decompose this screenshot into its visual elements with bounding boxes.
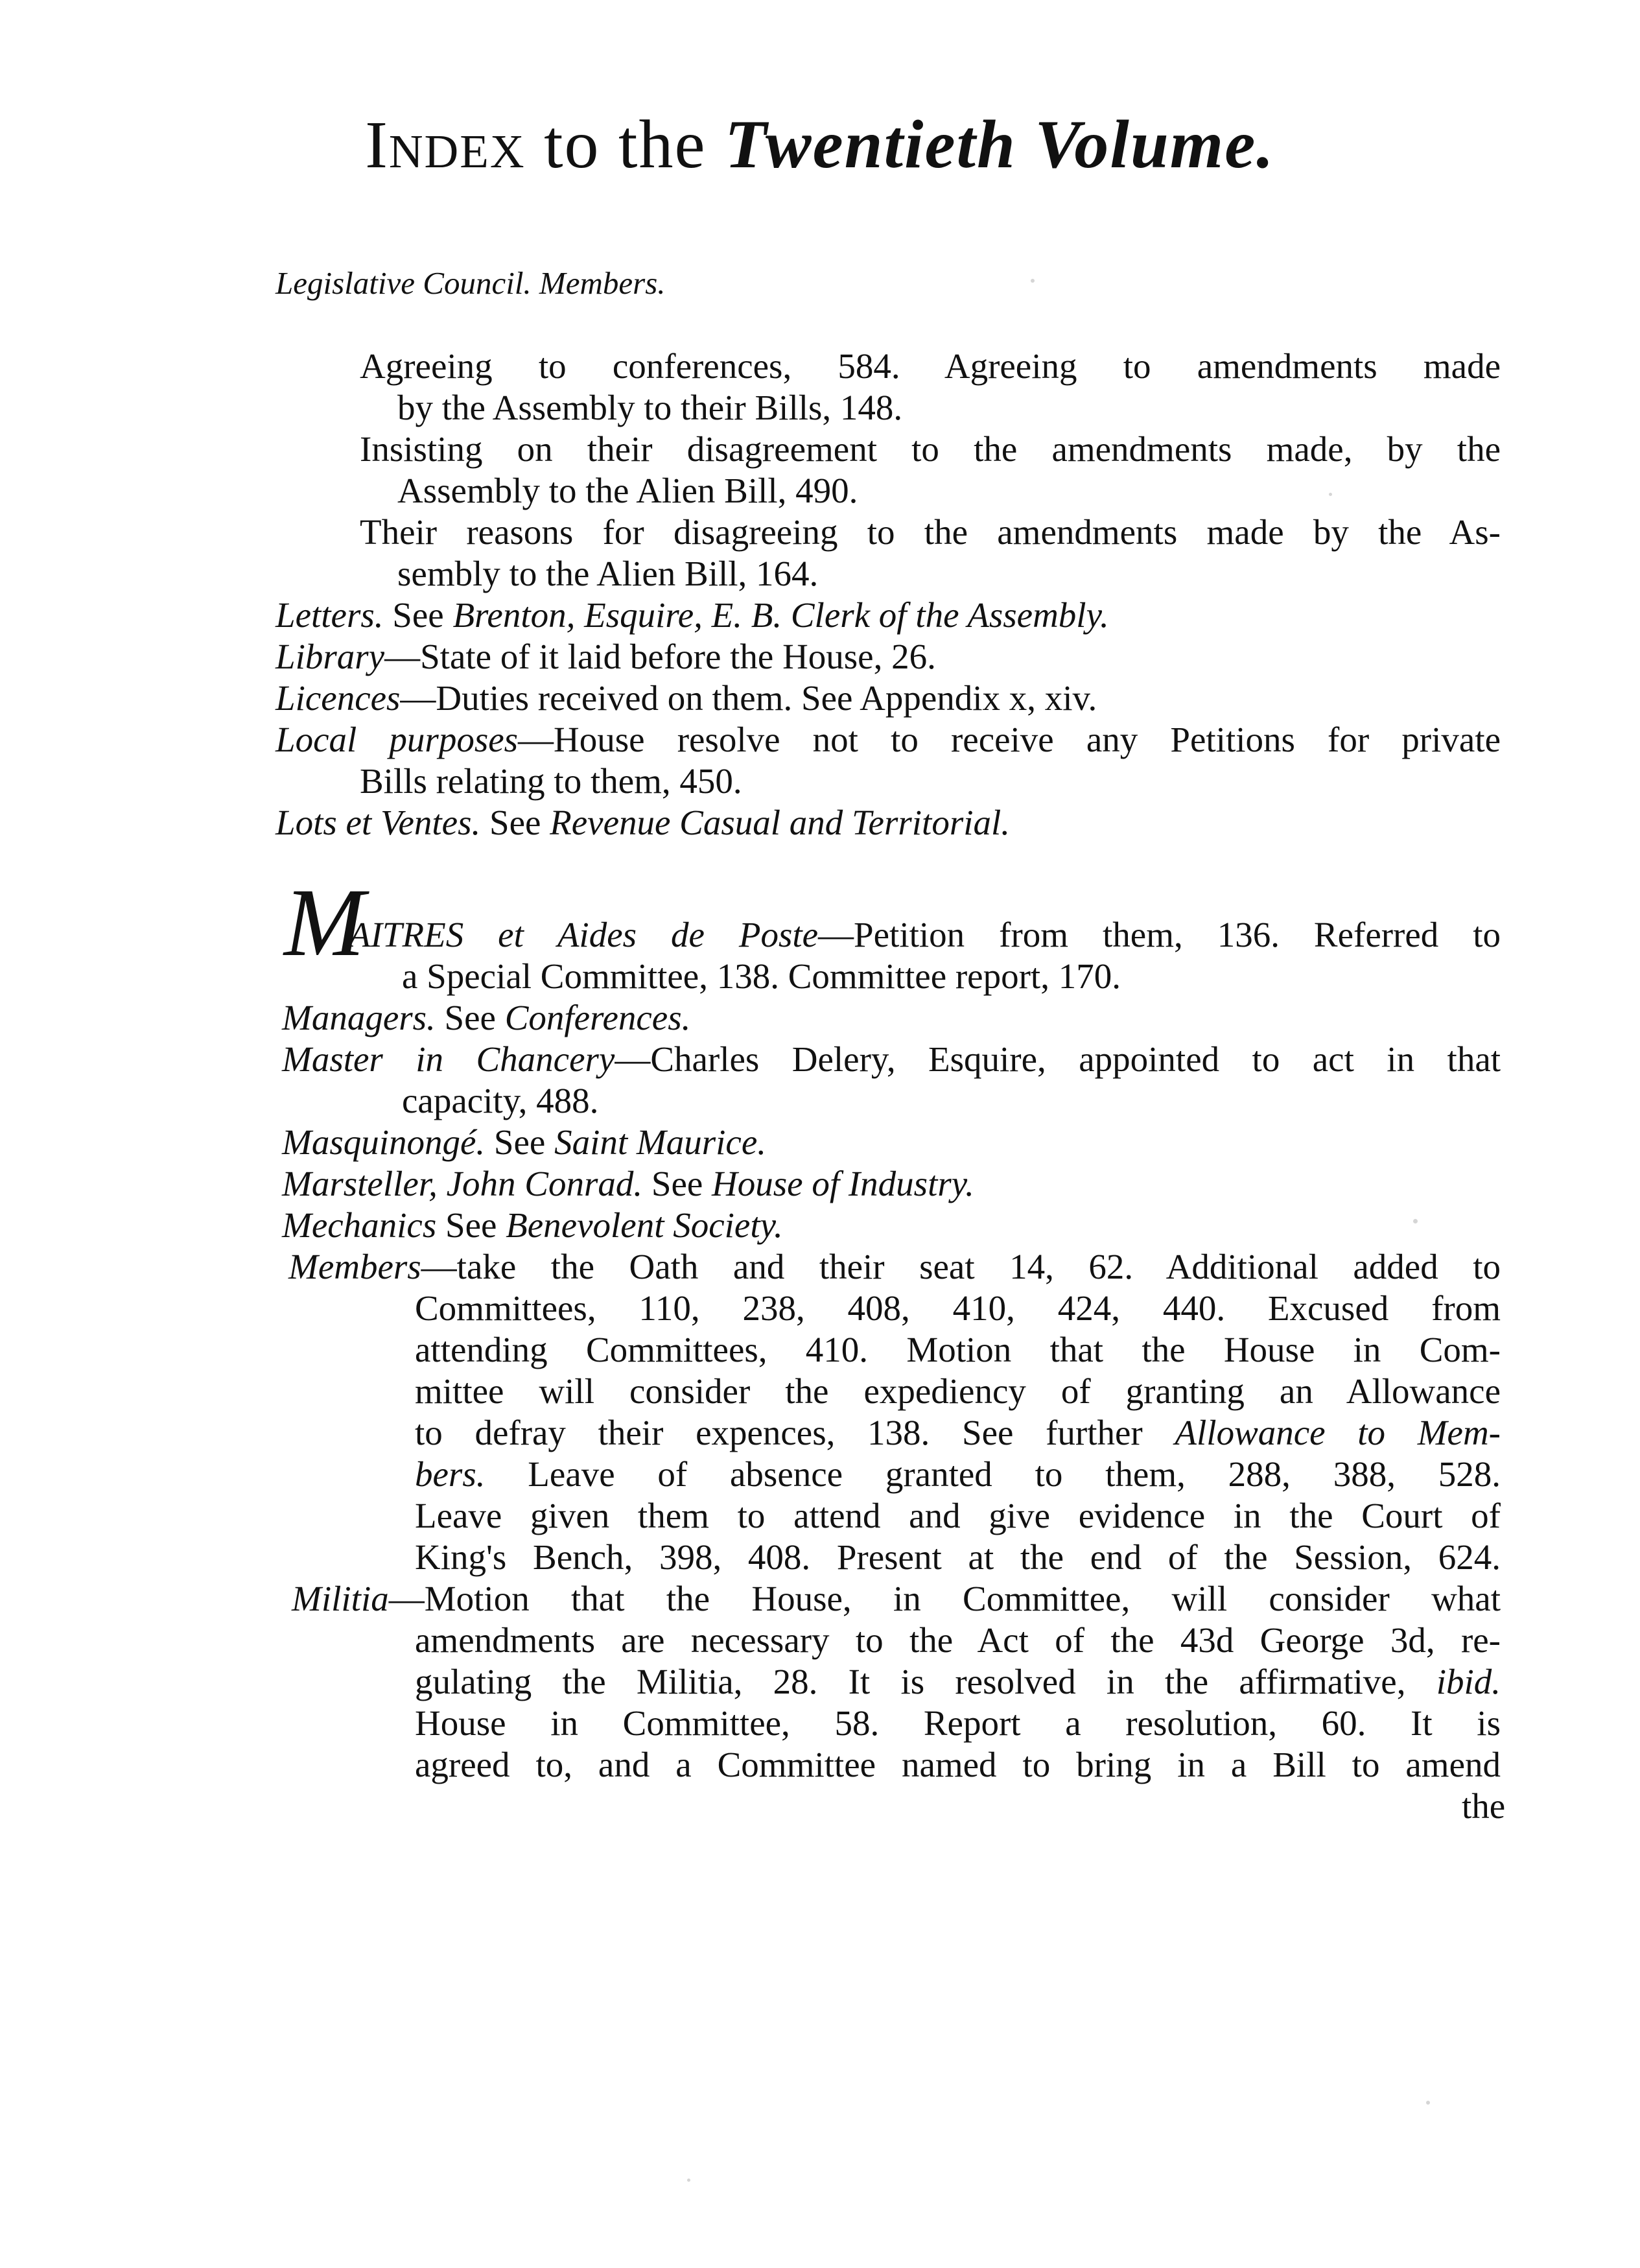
entry-letters: Letters. See Brenton, Esquire, E. B. Clerk of the Assembly. (275, 595, 1109, 635)
scan-speck (1413, 1219, 1418, 1223)
entry-managers: Managers. See Conferences. (282, 998, 691, 1037)
militia-line-5: agreed to, and a Committee named to bring in a Bill to amend (415, 1745, 1501, 1784)
entry-marsteller: Marsteller, John Conrad. See House of Industry. (282, 1164, 974, 1203)
scan-speck (1426, 2101, 1430, 2105)
scan-speck (1329, 493, 1332, 496)
entry-militia: Militia—Motion that the House, in Committee, will consider what (292, 1579, 1501, 1618)
council-line-4: Assembly to the Alien Bill, 490. (397, 471, 858, 510)
entry-local-purposes: Local purposes—House resolve not to receive any Petitions for private (275, 720, 1501, 759)
entry-lots-et-ventes: Lots et Ventes. See Revenue Casual and Territorial. (275, 803, 1011, 842)
members-line-7: Leave given them to attend and give evidence in the Court of (415, 1496, 1501, 1535)
entry-licences: Licences—Duties received on them. See Appendix x, xiv. (275, 678, 1097, 718)
entry-master-in-chancery: Master in Chancery—Charles Delery, Esquire, appointed to act in that (282, 1039, 1501, 1079)
title-connector: to the (544, 106, 707, 182)
entry-master-cont: capacity, 488. (402, 1081, 599, 1120)
council-line-1: Agreeing to conferences, 584. Agreeing to amendments made (360, 346, 1501, 386)
council-line-2: by the Assembly to their Bills, 148. (397, 388, 903, 427)
council-line-5: Their reasons for disagreeing to the amendments made by the As- (360, 512, 1501, 552)
entry-members: Members—take the Oath and their seat 14, 62. Additional added to (288, 1247, 1501, 1286)
members-line-3: attending Committees, 410. Motion that the House in Com- (415, 1330, 1501, 1369)
militia-line-3: gulating the Militia, 28. It is resolved in the affirmative, ibid. (415, 1662, 1501, 1701)
page-title (0, 106, 1640, 182)
members-line-6: bers. Leave of absence granted to them, 288, 388, 528. (415, 1454, 1501, 1494)
title-index-word: Index (365, 108, 526, 182)
members-line-5: to defray their expences, 138. See further Allowance to Mem- (415, 1413, 1501, 1452)
entry-masquinonge: Masquinongé. See Saint Maurice. (282, 1122, 766, 1162)
militia-line-4: House in Committee, 58. Report a resolution, 60. It is (415, 1703, 1501, 1743)
subheading: Legislative Council. Members. (275, 265, 666, 301)
entry-maitres-cont: a Special Committee, 138. Committee report, 170. (402, 956, 1121, 996)
militia-line-2: amendments are necessary to the Act of the 43d George 3d, re- (415, 1620, 1501, 1660)
entry-library: Library—State of it laid before the House, 26. (275, 637, 936, 676)
drop-cap-m: M (284, 869, 365, 976)
council-line-6: sembly to the Alien Bill, 164. (397, 554, 819, 593)
scan-speck (1031, 279, 1035, 283)
catchword: the (1462, 1786, 1506, 1826)
entry-maitres: AITRES et Aides de Poste—Petition from them, 136. Referred to (349, 915, 1501, 954)
title-volume: Twentieth Volume. (725, 106, 1275, 182)
members-line-8: King's Bench, 398, 408. Present at the end of the Session, 624. (415, 1537, 1501, 1577)
members-line-2: Committees, 110, 238, 408, 410, 424, 440. Excused from (415, 1288, 1501, 1328)
council-line-3: Insisting on their disagreement to the amendments made, by the (360, 429, 1501, 469)
entry-local-purposes-cont: Bills relating to them, 450. (360, 761, 742, 801)
entry-mechanics: Mechanics See Benevolent Society. (282, 1205, 783, 1245)
scan-speck (687, 2179, 690, 2182)
members-line-4: mittee will consider the expediency of granting an Allowance (415, 1371, 1501, 1411)
